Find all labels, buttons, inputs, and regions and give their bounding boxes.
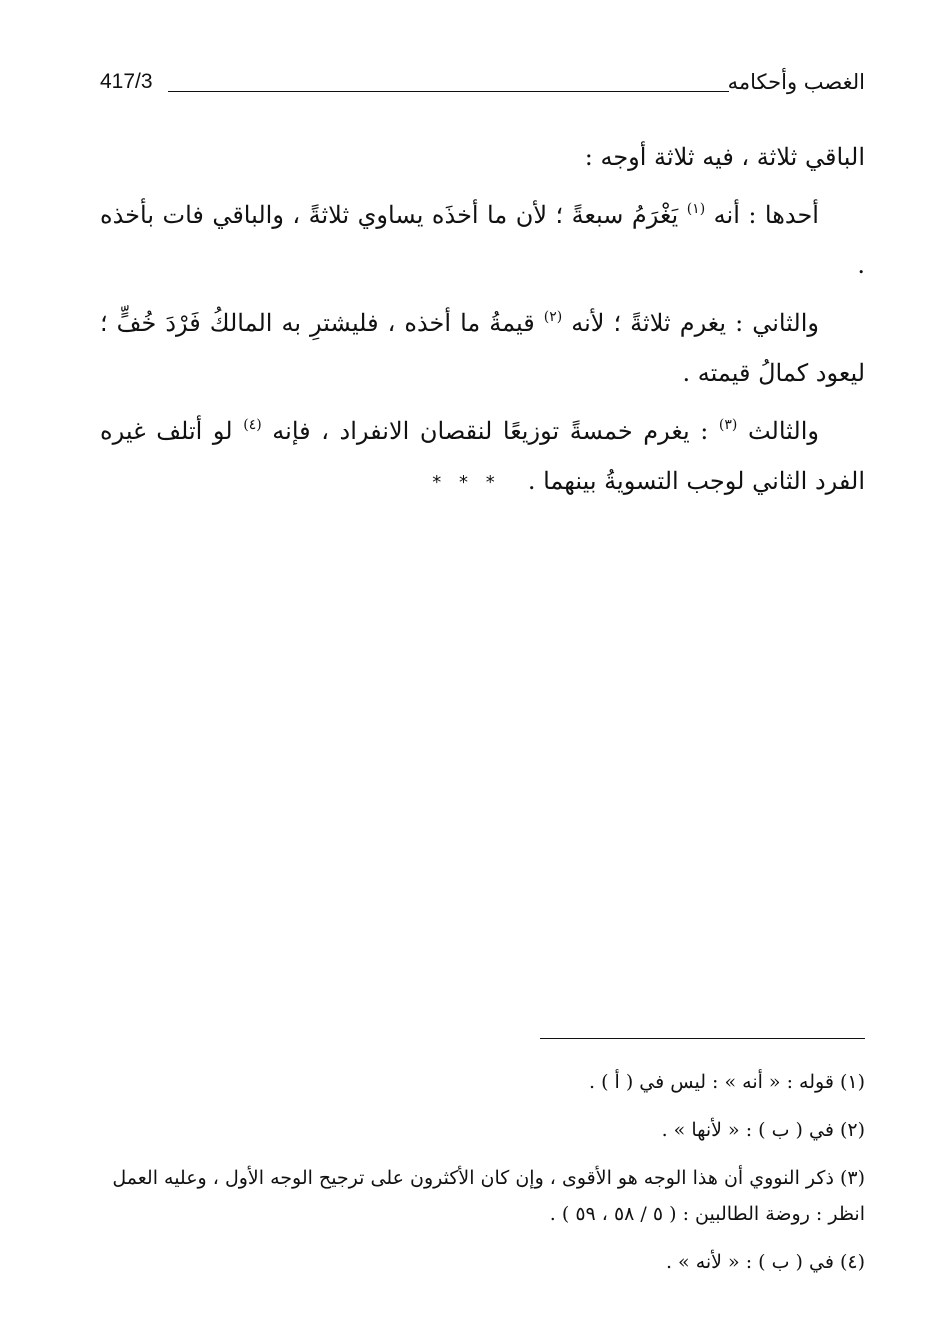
main-text xyxy=(100,132,865,514)
footnote-2-text: (٢) في ( ب ) : « لأنها » . xyxy=(661,1119,865,1141)
paragraph-first-view-rest: يَغْرَمُ سبعةً ؛ لأن ما أخذَه يساوي ثلاثةً ، والباقي فات بأخذه . xyxy=(100,201,865,279)
footnote-ref-1[interactable]: (١) xyxy=(686,201,706,217)
footnote-ref-4[interactable]: (٤) xyxy=(243,417,262,433)
page-header xyxy=(100,70,865,104)
paragraph-intro xyxy=(100,132,865,182)
paragraph-third-view-mid: : يغرم خمسةً توزيعًا لنقصان الانفراد ، فإنه xyxy=(272,417,709,445)
footnote-4-text: (٤) في ( ب ) : « لأنه » . xyxy=(665,1251,865,1273)
section-separator: * * * xyxy=(432,472,501,493)
footnote-divider xyxy=(540,1038,865,1039)
footnote-1 xyxy=(100,1064,865,1100)
footnote-2 xyxy=(100,1112,865,1148)
header-rule xyxy=(168,91,729,92)
paragraph-third-view-lead: والثالث xyxy=(747,417,819,445)
paragraph-second-view-rest: قيمةُ ما أخذه ، فليشترِ به المالكُ فَرْدَ خُفٍّ ؛ ليعود كمالُ قيمته . xyxy=(100,309,865,387)
footnote-3-line-1: (٣) ذكر النووي أن هذا الوجه هو الأقوى ، وإن كان الأكثرون على ترجيح الوجه الأول ، وعليه العمل xyxy=(112,1167,865,1189)
footnote-3-line-2: انظر : روضة الطالبين : ( ٥ / ٥٨ ، ٥٩ ) . xyxy=(549,1203,865,1225)
paragraph-intro-text: الباقي ثلاثة ، فيه ثلاثة أوجه : xyxy=(584,143,865,171)
footnote-1-text: (١) قوله : « أنه » : ليس في ( أ ) . xyxy=(588,1071,865,1093)
footnote-3 xyxy=(100,1160,865,1232)
footnote-ref-2[interactable]: (٢) xyxy=(543,309,563,325)
page-number: 417/3 xyxy=(100,70,153,93)
running-title: الغصب وأحكامه xyxy=(727,70,865,94)
paragraph-first-view xyxy=(100,190,865,290)
paragraph-first-view-lead: أحدها : أنه xyxy=(713,201,819,229)
footnotes-section xyxy=(100,1064,865,1292)
footnote-ref-3[interactable]: (٣) xyxy=(718,417,738,433)
paragraph-second-view-lead: والثاني : يغرم ثلاثةً ؛ لأنه xyxy=(571,309,819,337)
paragraph-third-view-rest: لو أتلف غيره الفرد الثاني لوجب التسويةُ بينهما . xyxy=(100,417,865,495)
footnote-4 xyxy=(100,1244,865,1280)
paragraph-second-view xyxy=(100,298,865,398)
